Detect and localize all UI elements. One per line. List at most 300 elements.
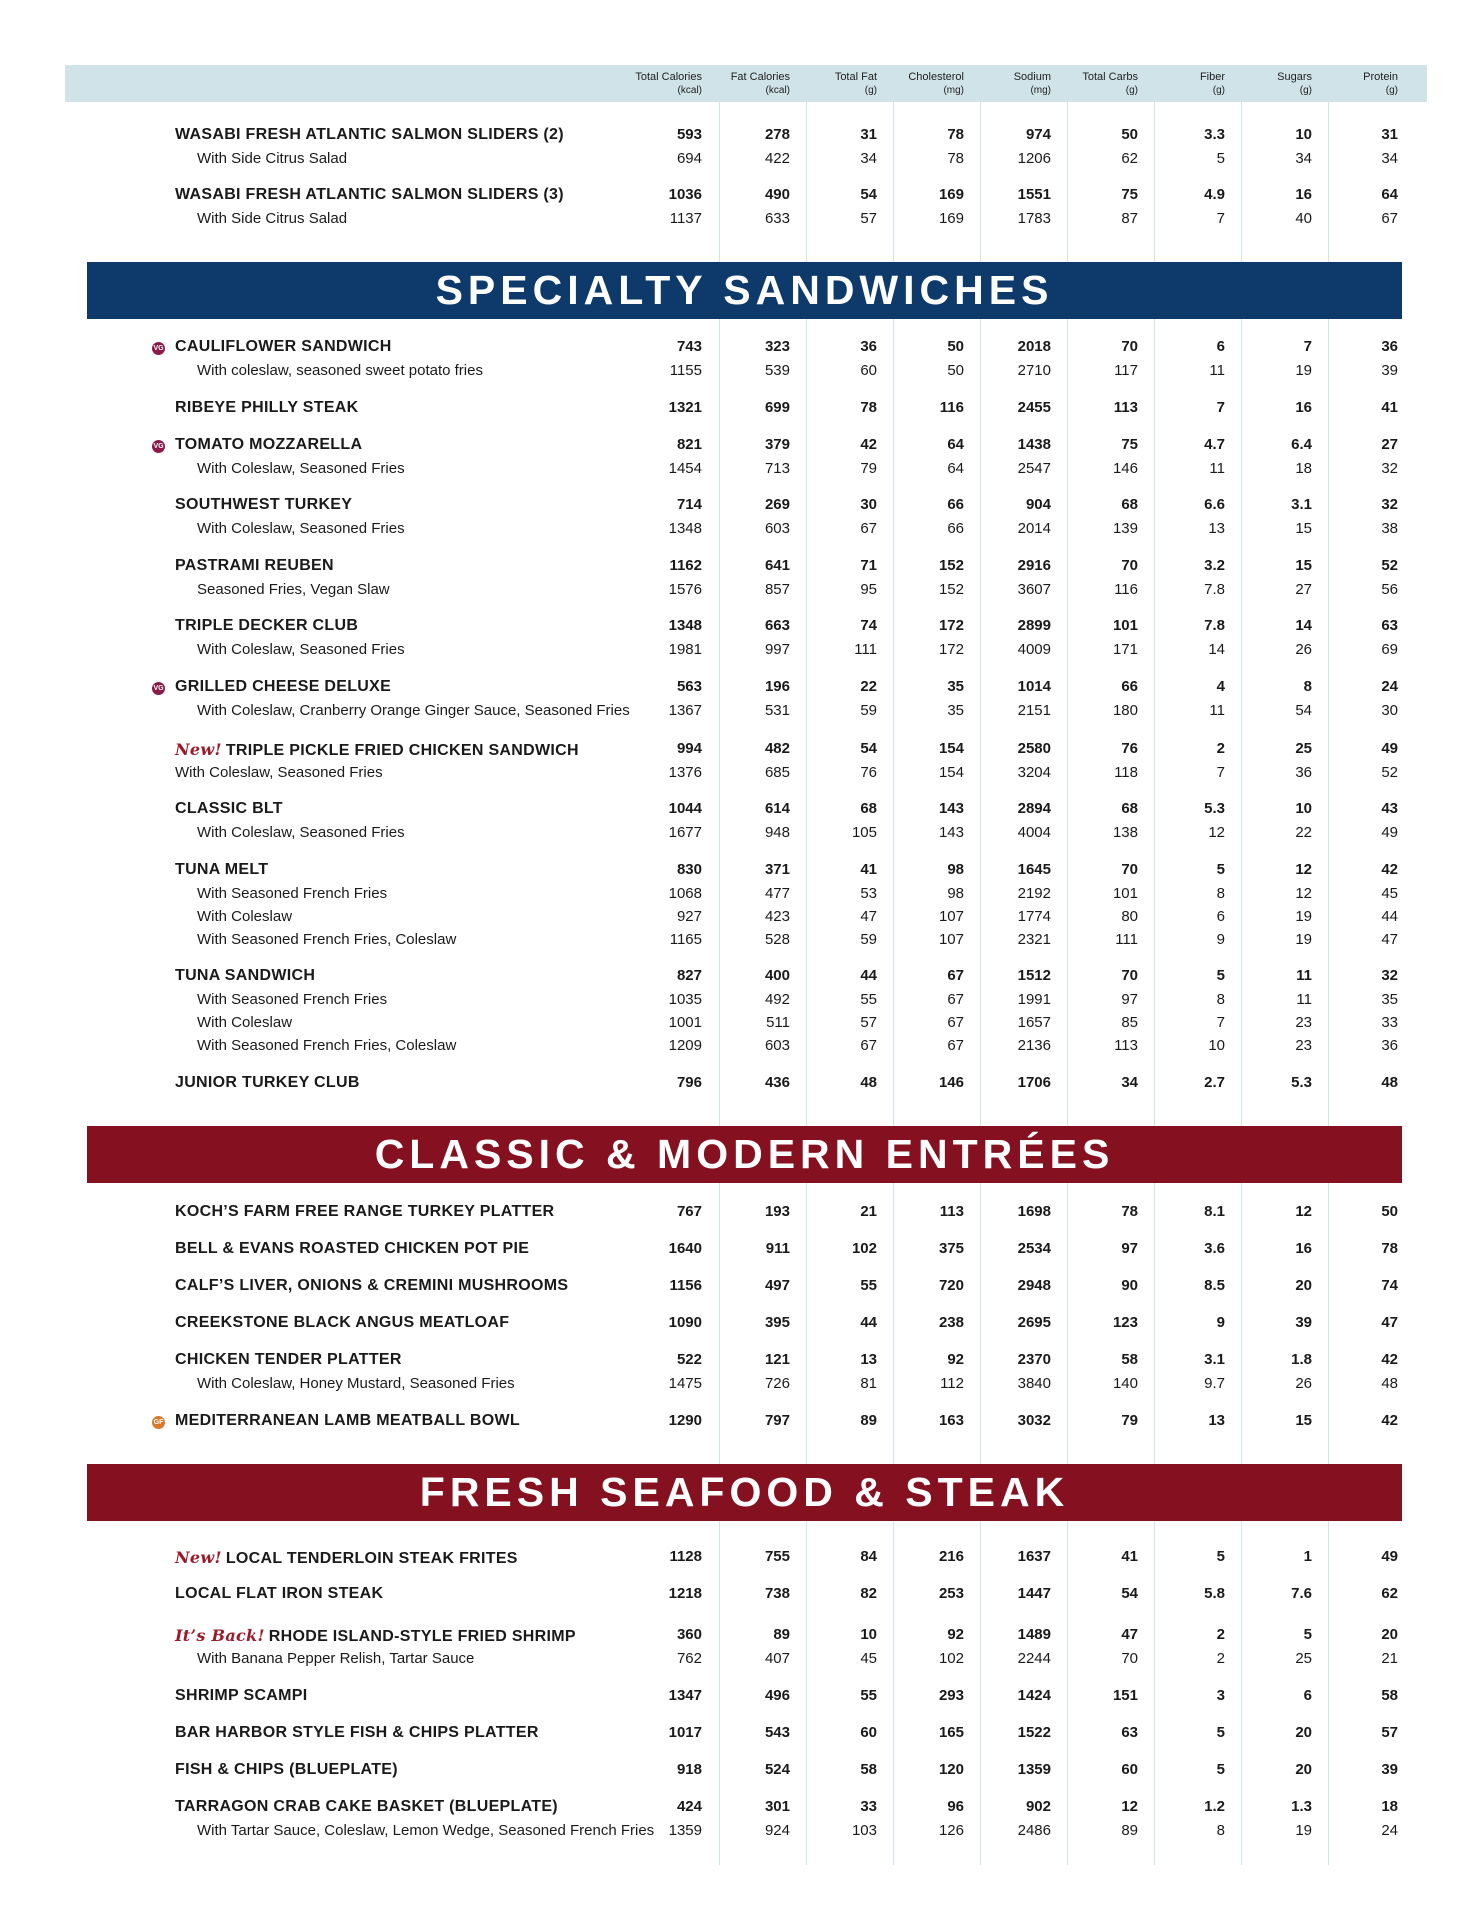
- nutrient-value: 92: [947, 1626, 964, 1643]
- nutrient-value: 4: [1216, 678, 1225, 695]
- nutrient-value: 9.7: [1204, 1375, 1225, 1392]
- nutrient-value: 1: [1303, 1548, 1312, 1565]
- nutrient-value: 5.8: [1204, 1585, 1225, 1602]
- nutrient-value: 44: [1381, 908, 1398, 925]
- item-name: [175, 1240, 529, 1258]
- nutrient-value: 1068: [668, 885, 702, 902]
- nutrient-value: 4009: [1017, 641, 1051, 658]
- nutrient-value: 67: [947, 991, 964, 1008]
- nutrient-value: 7: [1303, 338, 1312, 355]
- nutrient-value: 974: [1025, 126, 1051, 143]
- item-variant: [197, 1822, 654, 1839]
- nutrient-value: 12: [1295, 885, 1312, 902]
- item-name-text: With Seasoned French Fries, Coleslaw: [197, 1037, 457, 1054]
- nutrient-value: 55: [860, 1687, 877, 1704]
- nutrient-value: 5: [1216, 967, 1225, 984]
- item-name-text: FISH & CHIPS (BLUEPLATE): [175, 1761, 398, 1778]
- nutrient-value: 8: [1216, 991, 1225, 1008]
- menu-item-row: [0, 436, 1484, 458]
- nutrient-value: 13: [860, 1351, 877, 1368]
- menu-item-variant-row: [0, 1375, 1484, 1397]
- nutrient-value: 948: [764, 824, 790, 841]
- nutrient-value: 74: [860, 617, 877, 634]
- nutrient-value: 20: [1381, 1626, 1398, 1643]
- column-header-unit: (kcal): [677, 85, 702, 96]
- new-tag: New!: [175, 740, 222, 759]
- nutrient-value: 1035: [668, 991, 702, 1008]
- nutrient-value: 543: [764, 1724, 790, 1741]
- nutrient-value: 253: [938, 1585, 964, 1602]
- nutrient-value: 1.8: [1291, 1351, 1312, 1368]
- nutrient-value: 64: [1381, 186, 1398, 203]
- menu-item-row: [0, 1203, 1484, 1225]
- item-name-text: With Coleslaw, Honey Mustard, Seasoned Fries: [197, 1375, 515, 1392]
- menu-item-row: [0, 1548, 1484, 1570]
- nutrient-value: 34: [1295, 150, 1312, 167]
- nutrient-value: 269: [764, 496, 790, 513]
- nutrient-value: 16: [1295, 186, 1312, 203]
- nutrient-value: 1424: [1017, 1687, 1051, 1704]
- nutrient-value: 41: [1381, 399, 1398, 416]
- item-name-text: CLASSIC BLT: [175, 800, 283, 817]
- nutrient-value: 511: [766, 1014, 790, 1031]
- nutrient-value: 143: [938, 824, 964, 841]
- nutrient-value: 172: [938, 617, 964, 634]
- nutrient-value: 39: [1295, 1314, 1312, 1331]
- nutrient-value: 15: [1295, 557, 1312, 574]
- nutrient-value: 904: [1025, 496, 1051, 513]
- nutrient-value: 42: [1381, 1412, 1398, 1429]
- nutrient-value: 1512: [1017, 967, 1051, 984]
- item-variant: [197, 908, 292, 925]
- nutrient-value: 111: [854, 641, 877, 658]
- item-name-text: LOCAL TENDERLOIN STEAK FRITES: [225, 1550, 518, 1567]
- nutrient-value: 3607: [1017, 581, 1051, 598]
- gluten-free-badge-icon: GF: [152, 1416, 165, 1429]
- nutrient-value: 713: [764, 460, 790, 477]
- item-name-text: TUNA SANDWICH: [175, 967, 316, 984]
- nutrient-value: 2: [1216, 1626, 1225, 1643]
- nutrient-value: 10: [1295, 800, 1312, 817]
- item-name-text: With Coleslaw, Cranberry Orange Ginger Sauce, Seasoned Fries: [197, 702, 630, 719]
- nutrient-value: 400: [764, 967, 790, 984]
- nutrient-value: 755: [764, 1548, 790, 1565]
- column-header-unit: (g): [1212, 85, 1225, 96]
- nutrient-value: 67: [860, 520, 877, 537]
- column-header: [1278, 70, 1398, 98]
- nutrient-value: 1017: [668, 1724, 702, 1741]
- nutrient-value: 6: [1303, 1687, 1312, 1704]
- item-name: [175, 1761, 398, 1779]
- nutrient-value: 797: [764, 1412, 790, 1429]
- nutrient-value: 66: [1121, 678, 1138, 695]
- nutrient-value: 20: [1295, 1761, 1312, 1778]
- nutrient-value: 95: [860, 581, 877, 598]
- menu-item-variant-row: [0, 1822, 1484, 1844]
- item-name: [175, 861, 268, 879]
- menu-item-row: [0, 1074, 1484, 1096]
- item-name-text: With Coleslaw: [197, 908, 293, 925]
- menu-item-variant-row: [0, 824, 1484, 846]
- nutrient-value: 918: [676, 1761, 702, 1778]
- nutrient-value: 492: [764, 991, 790, 1008]
- nutrient-value: 1348: [668, 520, 702, 537]
- nutrient-value: 138: [1112, 824, 1138, 841]
- nutrient-value: 120: [938, 1761, 964, 1778]
- nutrient-value: 74: [1381, 1277, 1398, 1294]
- nutrient-value: 140: [1112, 1375, 1138, 1392]
- nutrient-value: 1137: [669, 210, 702, 227]
- nutrient-value: 5.3: [1204, 800, 1225, 817]
- nutrient-value: 92: [947, 1351, 964, 1368]
- nutrient-value: 16: [1295, 399, 1312, 416]
- nutrient-value: 116: [939, 399, 964, 416]
- nutrient-value: 2192: [1017, 885, 1051, 902]
- nutrient-value: 54: [860, 740, 877, 757]
- nutrient-value: 2455: [1017, 399, 1051, 416]
- nutrient-value: 522: [676, 1351, 702, 1368]
- nutrient-value: 66: [947, 520, 964, 537]
- nutrient-value: 69: [1381, 641, 1398, 658]
- nutrient-value: 3.1: [1204, 1351, 1225, 1368]
- nutrient-value: 9: [1216, 1314, 1225, 1331]
- nutrient-value: 62: [1381, 1585, 1398, 1602]
- item-name-text: TUNA MELT: [175, 861, 269, 878]
- nutrient-value: 78: [860, 399, 877, 416]
- nutrient-value: 3.2: [1204, 557, 1225, 574]
- nutrient-value: 2695: [1017, 1314, 1051, 1331]
- nutrient-value: 78: [1381, 1240, 1398, 1257]
- nutrient-value: 11: [1296, 991, 1312, 1008]
- nutrient-value: 26: [1295, 641, 1312, 658]
- item-name-text: CAULIFLOWER SANDWICH: [175, 338, 392, 355]
- nutrient-value: 902: [1025, 1798, 1051, 1815]
- nutrient-value: 59: [860, 931, 877, 948]
- nutrient-value: 2: [1216, 740, 1225, 757]
- nutrient-value: 34: [1121, 1074, 1138, 1091]
- item-name-text: BELL & EVANS ROASTED CHICKEN POT PIE: [175, 1240, 530, 1257]
- item-name: [175, 399, 359, 417]
- nutrient-value: 1522: [1017, 1724, 1051, 1741]
- nutrient-value: 25: [1295, 1650, 1312, 1667]
- item-name: [175, 800, 283, 818]
- nutrient-value: 663: [764, 617, 790, 634]
- nutrient-value: 82: [860, 1585, 877, 1602]
- nutrient-value: 2894: [1017, 800, 1051, 817]
- item-name-text: CALF’S LIVER, ONIONS & CREMINI MUSHROOMS: [175, 1277, 569, 1294]
- nutrient-value: 603: [764, 520, 790, 537]
- item-name-text: Seasoned Fries, Vegan Slaw: [197, 581, 390, 598]
- nutrient-value: 1156: [669, 1277, 702, 1294]
- item-name: [175, 1314, 509, 1332]
- nutrient-value: 76: [1121, 740, 1138, 757]
- item-name-text: With Tartar Sauce, Coleslaw, Lemon Wedge, Seasoned French Fries: [197, 1822, 655, 1839]
- nutrient-value: 31: [1381, 126, 1398, 143]
- nutrient-value: 57: [860, 210, 877, 227]
- vegetarian-badge-icon: VG: [152, 440, 165, 453]
- menu-item-variant-row: [0, 1650, 1484, 1672]
- nutrient-value: 5.3: [1291, 1074, 1312, 1091]
- nutrient-value: 1783: [1017, 210, 1051, 227]
- nutrient-value: 1637: [1017, 1548, 1051, 1565]
- nutrient-value: 49: [1381, 1548, 1398, 1565]
- item-name-text: With Coleslaw, Seasoned Fries: [197, 824, 405, 841]
- nutrient-value: 9: [1216, 931, 1225, 948]
- nutrient-value: 2321: [1017, 931, 1051, 948]
- nutrient-value: 50: [1381, 1203, 1398, 1220]
- nutrient-value: 539: [764, 362, 790, 379]
- menu-item-row: [0, 1412, 1484, 1434]
- nutrient-value: 57: [1381, 1724, 1398, 1741]
- nutrient-value: 146: [938, 1074, 964, 1091]
- nutrient-value: 67: [947, 1037, 964, 1054]
- nutrient-value: 1209: [668, 1037, 702, 1054]
- nutrient-value: 743: [676, 338, 702, 355]
- nutrient-value: 924: [764, 1822, 790, 1839]
- item-name-text: TRIPLE DECKER CLUB: [175, 617, 359, 634]
- nutrient-value: 76: [860, 764, 877, 781]
- nutrient-value: 45: [860, 1650, 877, 1667]
- nutrient-value: 371: [764, 861, 790, 878]
- menu-item-variant-row: [0, 931, 1484, 953]
- nutrient-value: 60: [860, 362, 877, 379]
- nutrient-value: 738: [764, 1585, 790, 1602]
- nutrient-value: 2916: [1017, 557, 1051, 574]
- nutrient-value: 1014: [1017, 678, 1051, 695]
- menu-item-row: [0, 800, 1484, 822]
- nutrient-value: 19: [1295, 931, 1312, 948]
- item-name: [175, 1203, 554, 1221]
- nutrient-value: 63: [1121, 1724, 1138, 1741]
- nutrient-value: 15: [1295, 1412, 1312, 1429]
- item-name: [175, 740, 579, 760]
- item-name: [175, 338, 392, 356]
- nutrient-value: 89: [860, 1412, 877, 1429]
- menu-item-row: [0, 967, 1484, 989]
- nutrient-value: 2899: [1017, 617, 1051, 634]
- nutrient-value: 71: [860, 557, 877, 574]
- nutrient-value: 1698: [1017, 1203, 1051, 1220]
- nutrient-value: 105: [851, 824, 877, 841]
- nutrient-value: 7: [1216, 210, 1225, 227]
- item-variant: [197, 581, 390, 598]
- nutrient-value: 436: [764, 1074, 790, 1091]
- column-header-label: Protein: [1363, 71, 1398, 83]
- nutrient-value: 1367: [668, 702, 702, 719]
- nutrient-value: 1290: [668, 1412, 702, 1429]
- nutrient-value: 54: [860, 186, 877, 203]
- nutrient-value: 477: [764, 885, 790, 902]
- menu-item-variant-row: [0, 1037, 1484, 1059]
- menu-item-variant-row: [0, 150, 1484, 172]
- item-name-text: With Coleslaw, Seasoned Fries: [197, 460, 405, 477]
- nutrient-value: 1359: [1017, 1761, 1051, 1778]
- nutrient-value: 1706: [1017, 1074, 1051, 1091]
- nutrient-value: 528: [764, 931, 790, 948]
- nutrient-value: 6: [1216, 908, 1225, 925]
- nutrient-value: 113: [939, 1203, 964, 1220]
- nutrient-value: 293: [938, 1687, 964, 1704]
- nutrient-value: 57: [860, 1014, 877, 1031]
- nutrient-value: 113: [1114, 1037, 1138, 1054]
- item-name-text: With Side Citrus Salad: [197, 150, 348, 167]
- item-name-text: WASABI FRESH ATLANTIC SALMON SLIDERS (3): [175, 186, 564, 203]
- nutrient-value: 5: [1216, 150, 1225, 167]
- item-name: [175, 1074, 360, 1092]
- column-header-unit: (g): [1299, 85, 1312, 96]
- item-name: [175, 496, 352, 514]
- item-name: [175, 1351, 402, 1369]
- nutrient-value: 7: [1216, 399, 1225, 416]
- nutrient-value: 143: [938, 800, 964, 817]
- nutrient-value: 238: [938, 1314, 964, 1331]
- nutrient-value: 1155: [669, 362, 702, 379]
- nutrient-value: 154: [938, 740, 964, 757]
- nutrient-value: 23: [1295, 1014, 1312, 1031]
- nutrient-value: 55: [860, 1277, 877, 1294]
- nutrient-value: 1991: [1017, 991, 1051, 1008]
- nutrient-value: 1774: [1017, 908, 1051, 925]
- nutrient-value: 32: [1381, 460, 1398, 477]
- nutrient-value: 112: [940, 1375, 964, 1392]
- nutrient-value: 2.7: [1204, 1074, 1225, 1091]
- nutrient-value: 44: [860, 967, 877, 984]
- item-name-text: With Coleslaw, Seasoned Fries: [197, 520, 405, 537]
- nutrient-value: 78: [947, 126, 964, 143]
- nutrient-value: 41: [1121, 1548, 1138, 1565]
- vegetarian-badge-icon: VG: [152, 342, 165, 355]
- nutrient-value: 1162: [669, 557, 702, 574]
- nutrient-value: 66: [947, 496, 964, 513]
- nutrient-value: 58: [1121, 1351, 1138, 1368]
- nutrient-value: 1044: [668, 800, 702, 817]
- nutrient-value: 41: [860, 861, 877, 878]
- nutrient-value: 10: [1208, 1037, 1225, 1054]
- column-header-unit: (kcal): [765, 85, 790, 96]
- nutrient-value: 84: [860, 1548, 877, 1565]
- nutrient-value: 111: [1115, 931, 1138, 948]
- nutrient-value: 35: [947, 702, 964, 719]
- nutrient-value: 12: [1121, 1798, 1138, 1815]
- nutrient-value: 762: [676, 1650, 702, 1667]
- nutrient-value: 36: [1381, 338, 1398, 355]
- item-name-text: KOCH’S FARM FREE RANGE TURKEY PLATTER: [175, 1203, 555, 1220]
- nutrient-value: 379: [764, 436, 790, 453]
- item-name: [175, 557, 334, 575]
- nutrient-value: 89: [1121, 1822, 1138, 1839]
- item-name: [175, 436, 362, 454]
- item-name-text: With Seasoned French Fries: [197, 991, 388, 1008]
- nutrient-value: 1677: [668, 824, 702, 841]
- column-header-label: Fat Calories: [730, 71, 790, 83]
- nutrient-value: 30: [860, 496, 877, 513]
- nutrient-value: 58: [1381, 1687, 1398, 1704]
- nutrient-value: 563: [676, 678, 702, 695]
- nutrient-value: 2534: [1017, 1240, 1051, 1257]
- item-name-text: With Coleslaw: [197, 1014, 293, 1031]
- nutrient-value: 6.4: [1291, 436, 1312, 453]
- nutrient-value: 78: [947, 150, 964, 167]
- column-header-unit: (g): [1125, 85, 1138, 96]
- nutrient-value: 22: [1295, 824, 1312, 841]
- menu-item-row: [0, 678, 1484, 700]
- nutrient-value: 4004: [1017, 824, 1051, 841]
- nutrient-value: 193: [764, 1203, 790, 1220]
- nutrient-value: 699: [764, 399, 790, 416]
- menu-item-row: [0, 1626, 1484, 1648]
- nutrient-value: 830: [676, 861, 702, 878]
- nutrient-value: 20: [1295, 1277, 1312, 1294]
- nutrient-value: 360: [676, 1626, 702, 1643]
- nutrient-value: 24: [1381, 678, 1398, 695]
- nutrient-value: 927: [676, 908, 702, 925]
- menu-item-row: [0, 399, 1484, 421]
- nutrient-value: 1165: [669, 931, 702, 948]
- nutrient-value: 497: [764, 1277, 790, 1294]
- nutrient-value: 152: [938, 581, 964, 598]
- nutrient-value: 60: [1121, 1761, 1138, 1778]
- menu-item-row: [0, 1585, 1484, 1607]
- column-header-label: Total Fat: [834, 71, 877, 83]
- nutrient-value: 53: [860, 885, 877, 902]
- nutrient-value: 70: [1121, 557, 1138, 574]
- menu-item-row: [0, 1314, 1484, 1336]
- item-variant: [197, 1650, 474, 1667]
- item-variant: [197, 1375, 515, 1392]
- nutrient-value: 1640: [668, 1240, 702, 1257]
- nutrient-value: 1.3: [1291, 1798, 1312, 1815]
- vegetarian-badge-icon: VG: [152, 682, 165, 695]
- menu-item-variant-row: [0, 520, 1484, 542]
- nutrient-value: 79: [860, 460, 877, 477]
- menu-item-variant-row: [0, 1014, 1484, 1036]
- menu-item-row: [0, 186, 1484, 208]
- nutrient-value: 78: [1121, 1203, 1138, 1220]
- section-banner: CLASSIC & MODERN ENTRÉES: [87, 1126, 1402, 1183]
- nutrient-value: 641: [764, 557, 790, 574]
- nutrient-value: 685: [764, 764, 790, 781]
- nutrient-value: 395: [764, 1314, 790, 1331]
- nutrient-value: 2151: [1017, 702, 1051, 719]
- item-name-text: CHICKEN TENDER PLATTER: [175, 1351, 402, 1368]
- nutrient-value: 2014: [1017, 520, 1051, 537]
- nutrient-value: 7.6: [1291, 1585, 1312, 1602]
- menu-item-variant-row: [0, 210, 1484, 232]
- menu-item-variant-row: [0, 460, 1484, 482]
- nutrient-value: 196: [764, 678, 790, 695]
- nutrient-value: 48: [1381, 1074, 1398, 1091]
- item-name-text: TARRAGON CRAB CAKE BASKET (BLUEPLATE): [175, 1798, 558, 1815]
- menu-item-row: [0, 1351, 1484, 1373]
- nutrient-value: 34: [860, 150, 877, 167]
- nutrient-value: 21: [860, 1203, 877, 1220]
- nutrient-value: 47: [1381, 1314, 1398, 1331]
- nutrient-value: 5: [1216, 1724, 1225, 1741]
- item-variant: [197, 460, 405, 477]
- nutrient-value: 8: [1216, 1822, 1225, 1839]
- item-name-text: GRILLED CHEESE DELUXE: [175, 678, 392, 695]
- nutrient-value: 81: [860, 1375, 877, 1392]
- nutrient-value: 146: [1112, 460, 1138, 477]
- nutrient-value: 2: [1216, 1650, 1225, 1667]
- item-name-text: CREEKSTONE BLACK ANGUS MEATLOAF: [175, 1314, 510, 1331]
- nutrient-value: 50: [947, 338, 964, 355]
- section-banner: FRESH SEAFOOD & STEAK: [87, 1464, 1402, 1521]
- nutrient-value: 5: [1216, 1548, 1225, 1565]
- menu-item-row: [0, 338, 1484, 360]
- nutrient-value: 67: [947, 1014, 964, 1031]
- nutrient-value: 70: [1121, 861, 1138, 878]
